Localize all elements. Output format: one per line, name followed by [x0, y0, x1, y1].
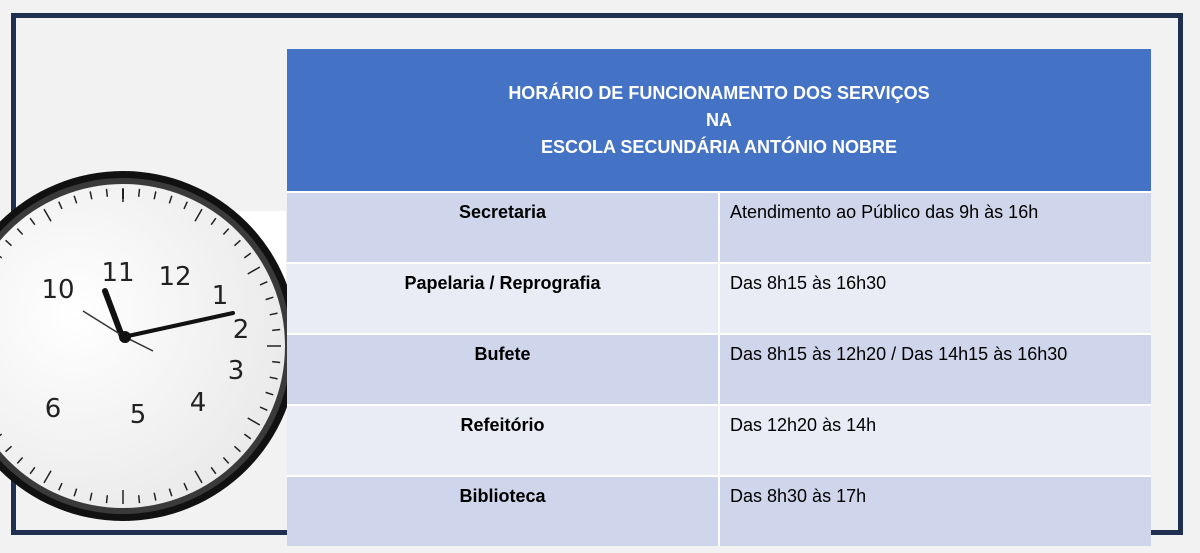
service-hours: Atendimento ao Público das 9h às 16h	[719, 192, 1151, 263]
numeral-6: 6	[44, 394, 62, 424]
numeral-3: 3	[227, 356, 245, 386]
service-hours: Das 8h15 às 12h20 / Das 14h15 às 16h30	[719, 334, 1151, 405]
numeral-12: 12	[158, 262, 192, 292]
numeral-5: 5	[129, 400, 147, 430]
clock-tick	[272, 329, 280, 330]
table-header	[287, 49, 1151, 192]
service-hours: Das 12h20 às 14h	[719, 405, 1151, 476]
table-row	[287, 263, 1151, 334]
table-row	[287, 192, 1151, 263]
clock-tick	[139, 189, 140, 197]
service-name: Papelaria / Reprografia	[287, 263, 719, 334]
clock-tick	[139, 495, 140, 503]
service-name: Secretaria	[287, 192, 719, 263]
clock-tick	[272, 362, 280, 363]
service-name: Biblioteca	[287, 476, 719, 546]
table-row	[287, 334, 1151, 405]
clock-image	[23, 211, 286, 430]
header-title-line2: NA	[706, 109, 732, 130]
numeral-11: 11	[101, 258, 135, 288]
service-hours: Das 8h30 às 17h	[719, 476, 1151, 546]
numeral-2: 2	[232, 315, 250, 345]
clock-tick	[106, 495, 107, 503]
service-name: Bufete	[287, 334, 719, 405]
numeral-10: 10	[41, 275, 75, 305]
service-name: Refeitório	[287, 405, 719, 476]
table-row	[287, 405, 1151, 476]
clock-tick	[106, 189, 107, 197]
table-row	[287, 476, 1151, 546]
service-hours: Das 8h15 às 16h30	[719, 263, 1151, 334]
schedule-table	[287, 49, 1151, 546]
clock-icon	[23, 211, 286, 430]
numeral-4: 4	[189, 388, 207, 418]
header-title-line3: ESCOLA SECUNDÁRIA ANTÓNIO NOBRE	[540, 136, 897, 157]
numeral-1: 1	[211, 281, 229, 311]
header-title-line1: HORÁRIO DE FUNCIONAMENTO DOS SERVIÇOS	[508, 82, 930, 103]
